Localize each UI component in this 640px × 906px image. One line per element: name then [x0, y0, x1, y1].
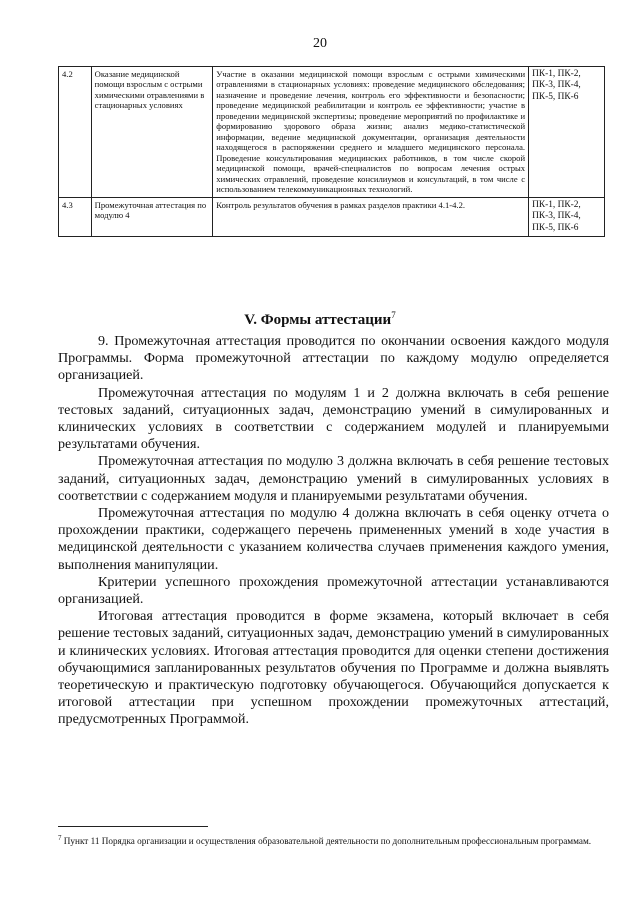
footnote: [58, 834, 609, 848]
section-title-text: V. Формы аттестации: [244, 312, 392, 328]
row-number: 4.3: [59, 197, 92, 236]
paragraph: Промежуточная аттестация по модулю 3 должна включать в себя решение тестовых заданий, ситуационных задач, демонстрацию умений в симулированных условиях в соответствии с содержанием модуля и планируемыми результатами обучения.: [58, 453, 609, 504]
table-row: [59, 67, 605, 198]
table-row: [59, 197, 605, 236]
footnote-reference: 7: [391, 310, 396, 320]
row-name: Оказание медицинской помощи взрослым с острыми химическими отравлениями в стационарных условиях: [91, 67, 213, 198]
row-competencies: ПК-1, ПК-2, ПК-3, ПК-4, ПК-5, ПК-6: [529, 197, 605, 236]
paragraph: Итоговая аттестация проводится в форме экзамена, который включает в себя решение тестовых заданий, ситуационных задач, демонстрацию умений в симулированных и клинических условиях. Итоговая аттестация проводится для оценки степени достижения обучающимися запланированных результатов обучения по Программе и должна выявлять теоретическую и практическую подготовку обучающегося. Обучающийся допускается к итоговой аттестации при успешном прохождении промежуточных аттестаций, предусмотренных Программой.: [58, 608, 609, 728]
row-name: Промежуточная аттестация по модулю 4: [91, 197, 213, 236]
page-number: 20: [313, 36, 327, 51]
requirements-table: [58, 66, 605, 237]
paragraph: Промежуточная аттестация по модулю 4 должна включать в себя оценку отчета о прохождении практики, содержащего перечень примененных умений в ходе участия в медицинской деятельности с указанием количества случаев применения каждого умения, выполнения манипуляции.: [58, 505, 609, 573]
paragraph: Критерии успешного прохождения промежуточной аттестации устанавливаются организацией.: [58, 573, 609, 608]
row-competencies: ПК-1, ПК-2, ПК-3, ПК-4, ПК-5, ПК-6: [529, 67, 605, 198]
footnote-divider: [58, 826, 208, 827]
footnote-text: Пункт 11 Порядка организации и осуществления образовательной деятельности по дополнительным профессиональным программам.: [63, 836, 592, 847]
row-number: 4.2: [59, 67, 92, 198]
paragraph: Промежуточная аттестация по модулям 1 и 2 должна включать в себя решение тестовых заданий, ситуационных задач, демонстрацию умений в симулированных и клинических условиях в соответствии с содержанием модулей и планируемыми результатами обучения.: [58, 384, 609, 453]
row-description: Контроль результатов обучения в рамках разделов практики 4.1-4.2.: [213, 197, 529, 236]
paragraph: 9. Промежуточная аттестация проводится по окончании освоения каждого модуля Программы. Форма промежуточной аттестации по каждому модулю определяется организацией.: [58, 333, 609, 384]
body-text: [58, 333, 609, 729]
section-title: [0, 310, 640, 329]
row-description: Участие в оказании медицинской помощи взрослым с острыми химическими отравлениями в стационарных условиях: проведение медицинского обследования; назначение и проведение лечения, контроль его эффективности и безопасности; проведение медицинской реабилитации и контроль ее эффективности; участие в проведении медицинской экспертизы; проведение мероприятий по профилактике и формированию здорового образа жизни; анализ медико-статистической информации, ведение медицинской документации, организация деятельности находящегося в распоряжении среднего и младшего медицинского персонала. Проведение консультирования медицинских работников, в том числе скорой медицинской помощи, врачей-специалистов по вопросам лечения острых химических отравлений, проведение консилиумов и консультаций, в том числе с использованием телекоммуникационных технологий.: [213, 67, 529, 198]
footnote-mark: 7: [58, 834, 62, 842]
